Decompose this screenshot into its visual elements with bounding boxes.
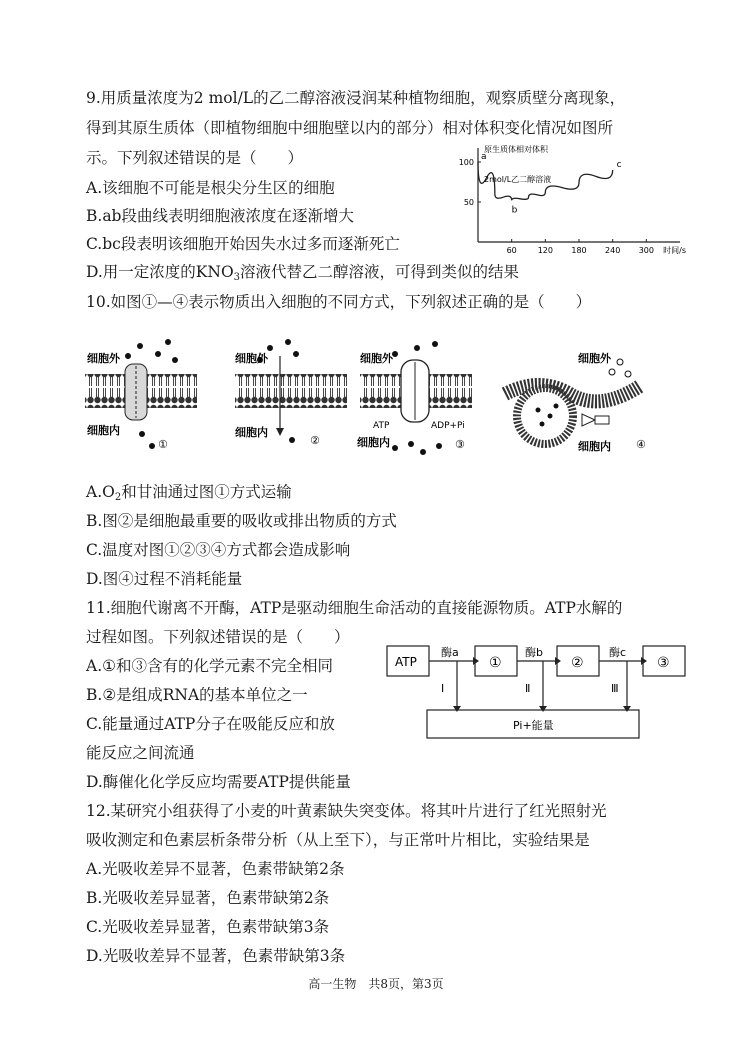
q10-transport-diagram [80, 336, 710, 466]
q11-option-b: B.②是组成RNA的基本单位之一 [86, 686, 308, 704]
reaction-3-label: Ⅲ [611, 682, 619, 695]
chart-point-label-b: b [511, 205, 518, 216]
panel-3 [357, 341, 472, 455]
chart-point-label-a: a [481, 152, 487, 162]
panel3-adp-label: ADP+Pi [431, 421, 465, 431]
box-1-label: ① [489, 655, 502, 671]
q12-stem-line1: 12.某研究小组获得了小麦的叶黄素缺失突变体。将其叶片进行了红光照射光 [86, 802, 607, 820]
panel-2 [235, 339, 347, 447]
chart-y-tick-label: 100 [458, 158, 474, 167]
q9-option-d-post: 溶液代替乙二醇溶液，可得到类似的结果 [240, 263, 520, 281]
panel3-inside-label: 细胞内 [357, 436, 390, 449]
q11-option-c-line2: 能反应之间流通 [86, 744, 195, 762]
panel3-number: ③ [455, 438, 465, 451]
q11-stem-line2: 过程如图。下列叙述错误的是（ ） [86, 628, 350, 646]
q11-stem-line1: 11.细胞代谢离不开酶，ATP是驱动细胞生命活动的直接能源物质。ATP水解的 [86, 599, 623, 617]
panel4-outside-label: 细胞外 [578, 352, 611, 365]
q10-option-a-sub: 2 [114, 492, 122, 503]
panel3-outside-label: 细胞外 [360, 352, 393, 365]
q9-stem-line3: 示。下列叙述错误的是（ ） [86, 149, 304, 167]
panel4-inside-label: 细胞内 [578, 440, 611, 453]
panel2-outside-label: 细胞外 [235, 352, 268, 365]
q9-option-d-sub: 3 [233, 272, 241, 283]
q9-option-a: A.该细胞不可能是根尖分生区的细胞 [86, 179, 335, 197]
chart-annotation: 2mol/L乙二醇溶液 [484, 175, 552, 184]
enzyme-b-label: 酶b [525, 646, 543, 659]
q12-stem-line2: 吸收测定和色素层析条带分析（从上至下），与正常叶片相比，实验结果是 [86, 831, 590, 849]
panel-4 [505, 351, 646, 453]
q9-stem-line1: 9.用质量浓度为2 mol/L的乙二醇溶液浸润某种植物细胞，观察质壁分离现象， [86, 89, 626, 107]
atp-box-label: ATP [395, 655, 417, 669]
chart-x-tick-label: 180 [571, 246, 587, 255]
chart-x-tick-label: 240 [605, 246, 621, 255]
q11-atp-hydrolysis-diagram [385, 640, 690, 740]
q12-option-b: B.光吸收差异显著，色素带缺第2条 [86, 889, 330, 907]
panel1-inside-label: 细胞内 [87, 424, 120, 437]
reaction-1-label: Ⅰ [441, 682, 445, 695]
chart-x-tick-label: 120 [537, 246, 553, 255]
chart-x-tick-label: 60 [506, 246, 517, 255]
q9-volume-chart [448, 142, 688, 257]
q10-option-a [86, 482, 292, 508]
q9-option-d-pre: D.用一定浓度的KNO [86, 263, 234, 281]
page-footer: 高一生物 共8页，第3页 [308, 977, 444, 991]
enzyme-a-label: 酶a [441, 646, 459, 659]
reaction-2-label: Ⅱ [525, 682, 531, 695]
box-2-label: ② [571, 655, 584, 671]
panel-1 [85, 339, 197, 451]
panel3-atp-label: ATP [373, 421, 390, 431]
q9-stem-line2: 得到其原生质体（即植物细胞中细胞壁以内的部分）相对体积变化情况如图所 [86, 119, 614, 137]
panel2-number: ② [310, 434, 320, 447]
q12-option-a: A.光吸收差异不显著，色素带缺第2条 [86, 860, 345, 878]
q10-stem: 10.如图①—④表示物质出入细胞的不同方式，下列叙述正确的是（ ） [86, 293, 592, 311]
q12-option-c: C.光吸收差异显著，色素带缺第3条 [86, 918, 330, 936]
chart-point-label-c: c [616, 160, 622, 170]
q10-option-c: C.温度对图①②③④方式都会造成影响 [86, 541, 351, 559]
q9-option-d [86, 262, 519, 288]
chart-title: 原生质体相对体积 [484, 145, 548, 154]
energy-box-label: Pi+能量 [513, 719, 554, 732]
q10-option-a-pre: A.O [86, 483, 115, 501]
q10-option-a-post: 和甘油通过图①方式运输 [121, 483, 292, 501]
q9-option-c: C.bc段表明该细胞开始因失水过多而逐渐死亡 [86, 235, 400, 253]
q10-option-b: B.图②是细胞最重要的吸收或排出物质的方式 [86, 512, 397, 530]
q10-option-d: D.图④过程不消耗能量 [86, 570, 243, 588]
q12-option-d: D.光吸收差异不显著，色素带缺第3条 [86, 947, 346, 965]
chart-y-tick-label: 50 [463, 198, 474, 207]
panel1-number: ① [158, 438, 168, 451]
panel2-inside-label: 细胞内 [235, 426, 268, 439]
chart-x-label: 时间/s [663, 246, 686, 255]
box-3-label: ③ [657, 655, 670, 671]
panel4-number: ④ [636, 438, 646, 451]
q11-option-c-line1: C.能量通过ATP分子在吸能反应和放 [86, 715, 335, 733]
chart-x-tick-label: 300 [638, 246, 654, 255]
q11-option-d: D.酶催化化学反应均需要ATP提供能量 [86, 773, 351, 791]
panel1-outside-label: 细胞外 [87, 352, 120, 365]
q11-option-a: A.①和③含有的化学元素不完全相同 [86, 657, 334, 675]
enzyme-c-label: 酶c [609, 646, 627, 659]
q9-option-b: B.ab段曲线表明细胞液浓度在逐渐增大 [86, 207, 354, 225]
